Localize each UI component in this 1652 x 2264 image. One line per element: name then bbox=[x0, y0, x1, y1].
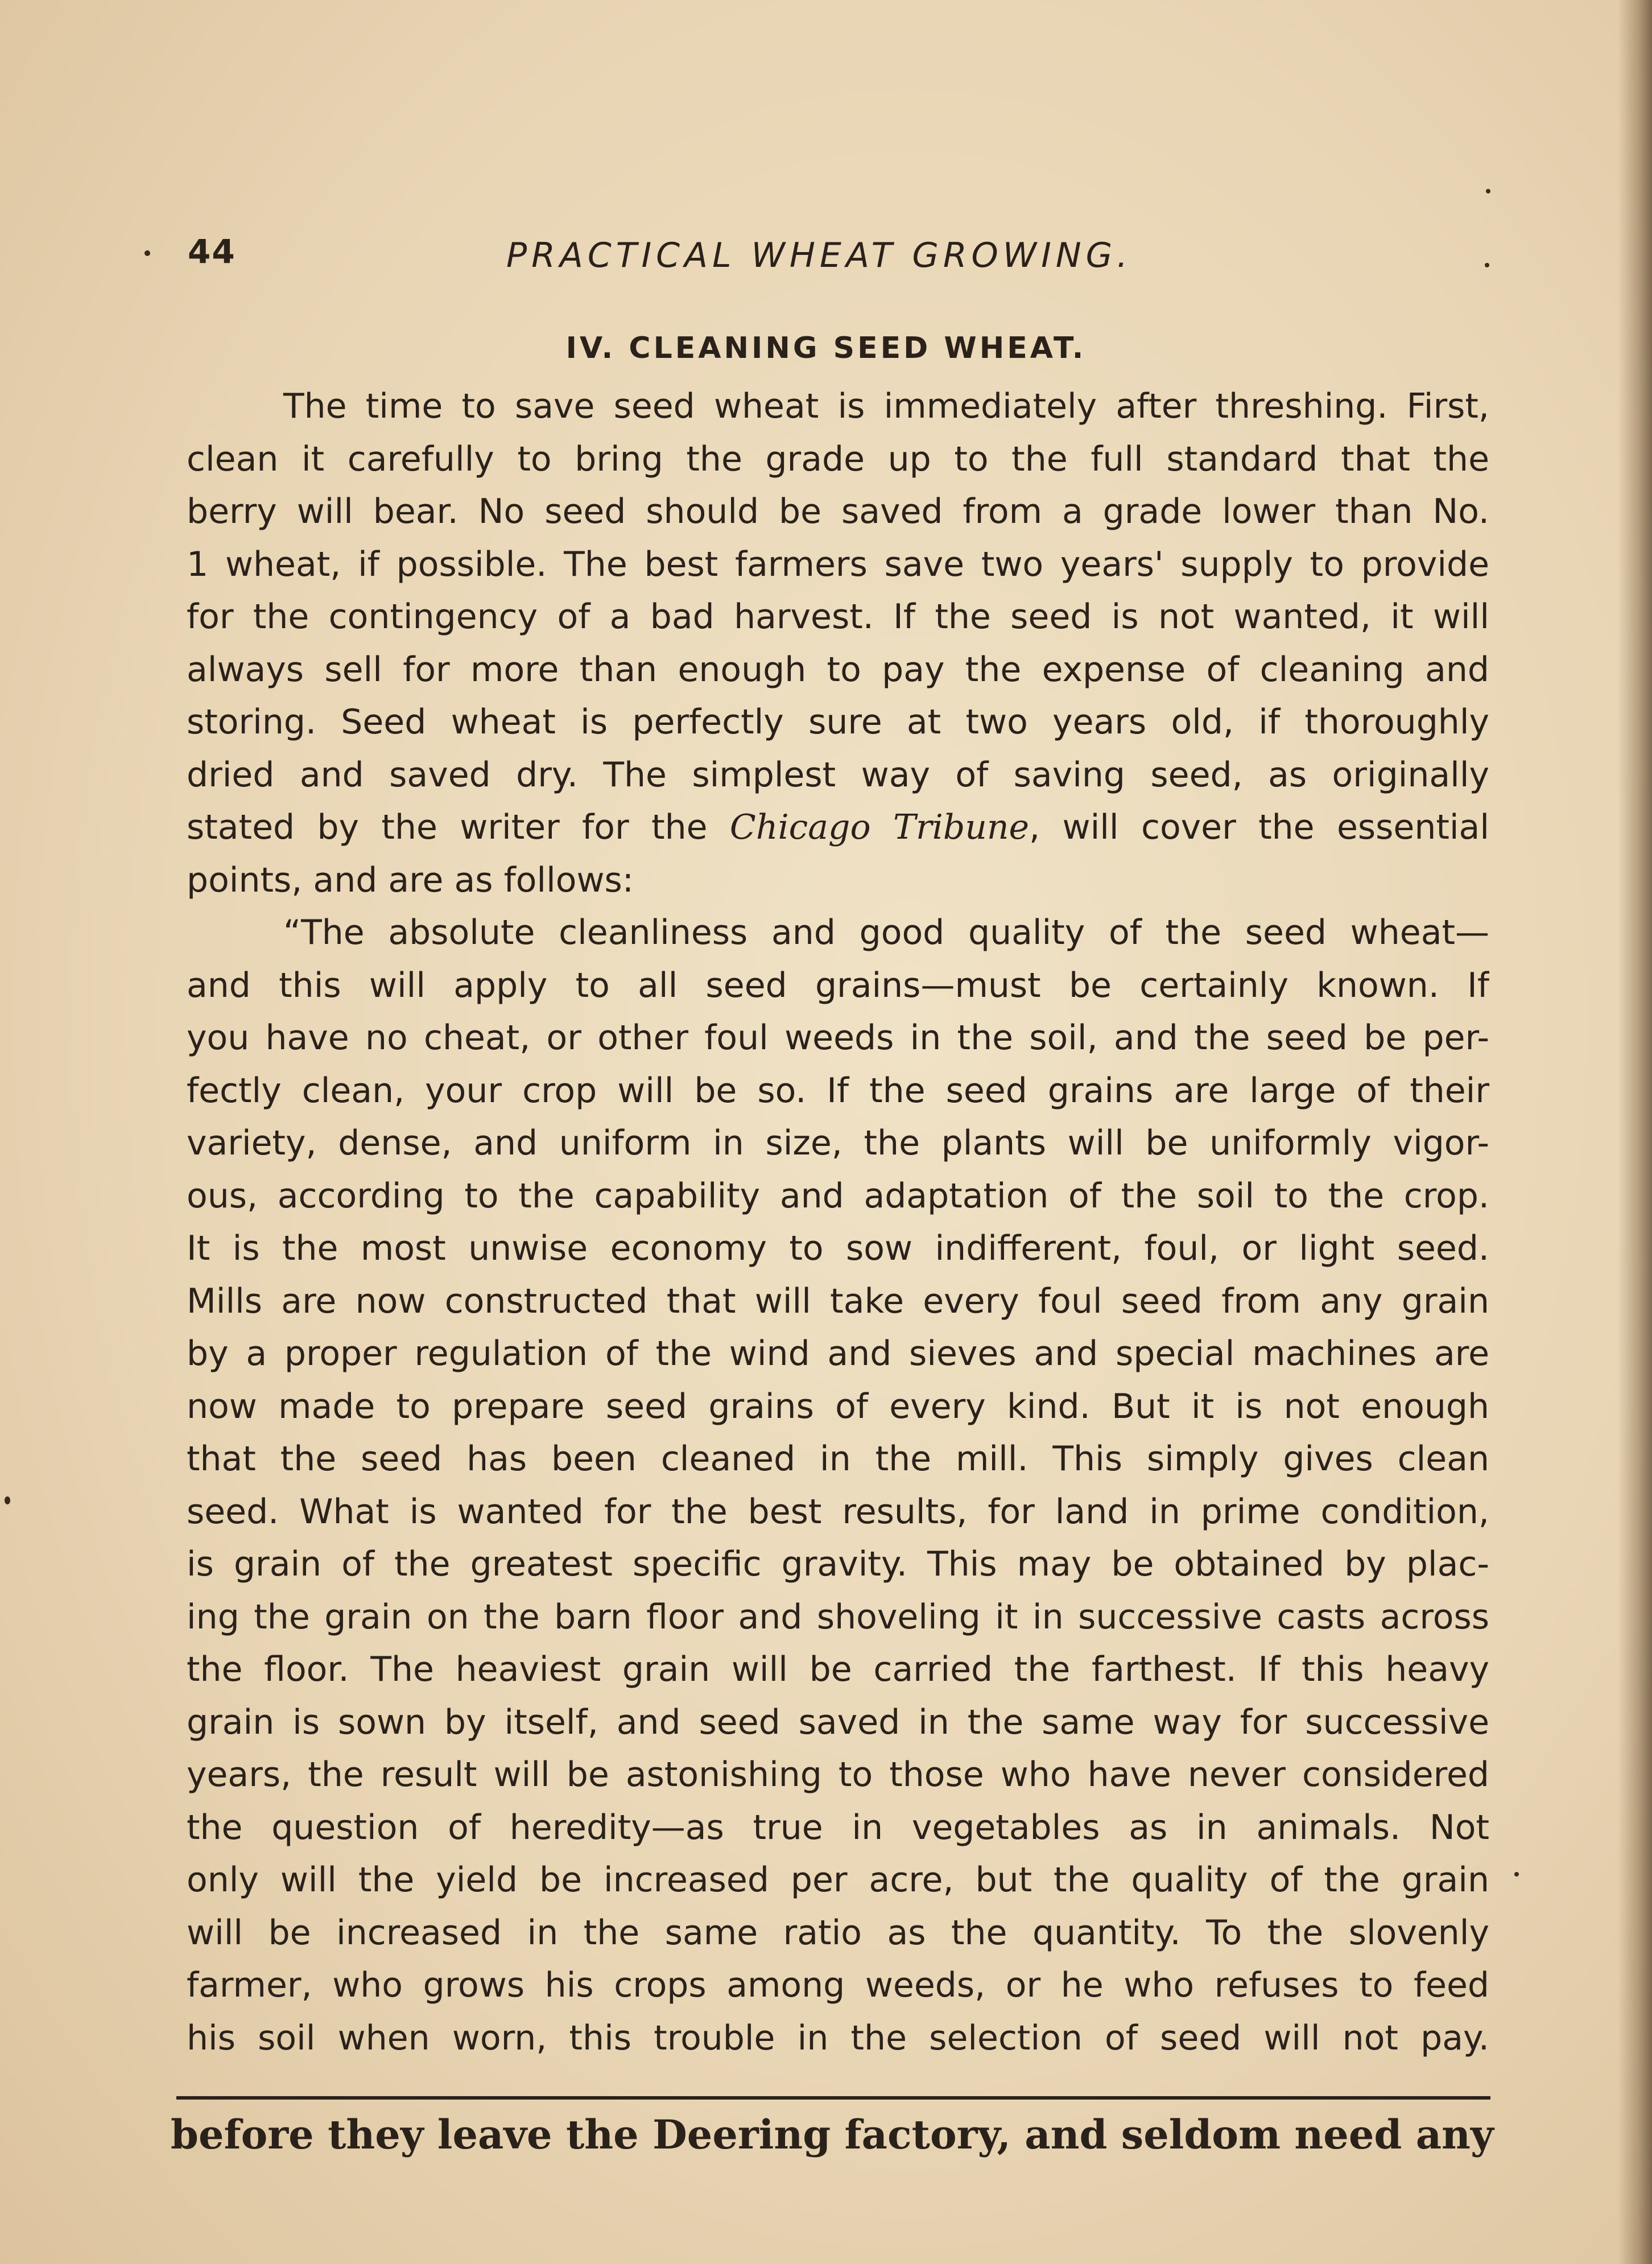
text-line: now made to prepare seed grains of every kind. But it is not enough bbox=[187, 1386, 1489, 1426]
text-line: points, and are as follows: bbox=[187, 860, 634, 900]
text-line: fectly clean, your crop will be so. If the seed grains are large of their bbox=[187, 1070, 1489, 1111]
text-line: only will the yield be increased per acre, but the quality of the grain bbox=[187, 1860, 1489, 1900]
text-line: Mills are now constructed that will take every foul seed from any grain bbox=[187, 1281, 1489, 1321]
text-line: the question of heredity—as true in vegetables as in animals. Not bbox=[187, 1807, 1489, 1848]
text-line: storing. Seed wheat is perfectly sure at two years old, if thoroughly bbox=[187, 702, 1489, 742]
text-line: 1 wheat, if possible. The best farmers save two years' supply to provide bbox=[187, 544, 1489, 584]
paper-speck bbox=[1486, 189, 1490, 193]
text-line: “The absolute cleanliness and good quality of the seed wheat— bbox=[283, 913, 1489, 952]
page-header bbox=[188, 232, 1496, 289]
text-line: berry will bear. No seed should be saved from a grade lower than No. bbox=[187, 492, 1489, 531]
text-line: The time to save seed wheat is immediately after threshing. First, bbox=[283, 386, 1489, 426]
text-line: years, the result will be astonishing to those who have never considered bbox=[187, 1755, 1489, 1795]
newspaper-title: Chicago Tribune bbox=[729, 807, 1030, 847]
text-line: variety, dense, and uniform in size, the plants will be uniformly vigor- bbox=[187, 1123, 1489, 1163]
text-line: stated by the writer for the Chicago Tribune, will cover the essential bbox=[187, 807, 1489, 847]
paper-speck bbox=[1514, 1872, 1519, 1877]
paper-speck bbox=[144, 250, 150, 256]
text-line: ous, according to the capability and adaptation of the soil to the crop. bbox=[187, 1176, 1489, 1216]
text-line: ing the grain on the barn floor and shoveling it in successive casts across bbox=[187, 1597, 1489, 1637]
text-line: grain is sown by itself, and seed saved in the same way for successive bbox=[187, 1702, 1489, 1742]
text-line: is grain of the greatest specific gravity. This may be obtained by plac- bbox=[187, 1544, 1489, 1584]
text-line: seed. What is wanted for the best results, for land in prime condition, bbox=[187, 1491, 1489, 1532]
text-line: for the contingency of a bad harvest. If the seed is not wanted, it will bbox=[187, 597, 1489, 637]
running-title: PRACTICAL WHEAT GROWING. bbox=[506, 236, 1133, 275]
text-line: always sell for more than enough to pay the expense of cleaning and bbox=[187, 649, 1489, 690]
text-line: and this will apply to all seed grains—must be certainly known. If bbox=[187, 965, 1489, 1005]
section-heading: IV. CLEANING SEED WHEAT. bbox=[565, 331, 1087, 365]
text-line: you have no cheat, or other foul weeds in the soil, and the seed be per- bbox=[187, 1018, 1489, 1058]
text-line: dried and saved dry. The simplest way of saving seed, as originally bbox=[187, 754, 1489, 795]
page-number: 44 bbox=[188, 232, 236, 271]
text-line: will be increased in the same ratio as the quantity. To the slovenly bbox=[187, 1912, 1489, 1953]
text-line: farmer, who grows his crops among weeds, or he who refuses to feed bbox=[187, 1965, 1489, 2005]
footer-rule bbox=[176, 2096, 1490, 2100]
body-text bbox=[187, 380, 1489, 2064]
text-line: that the seed has been cleaned in the mill. This simply gives clean bbox=[187, 1439, 1489, 1479]
footer-advertisement: before they leave the Deering factory, and seldom need any bbox=[171, 2111, 1494, 2158]
paper-speck bbox=[1485, 263, 1489, 267]
text-line: by a proper regulation of the wind and sieves and special machines are bbox=[187, 1334, 1489, 1374]
text-line: clean it carefully to bring the grade up to the full standard that the bbox=[187, 439, 1489, 479]
text-line: It is the most unwise economy to sow indifferent, foul, or light seed. bbox=[187, 1228, 1489, 1268]
text-line: the floor. The heaviest grain will be carried the farthest. If this heavy bbox=[187, 1649, 1489, 1689]
paper-speck bbox=[5, 1496, 10, 1504]
text-line: his soil when worn, this trouble in the selection of seed will not pay. bbox=[187, 2018, 1489, 2058]
